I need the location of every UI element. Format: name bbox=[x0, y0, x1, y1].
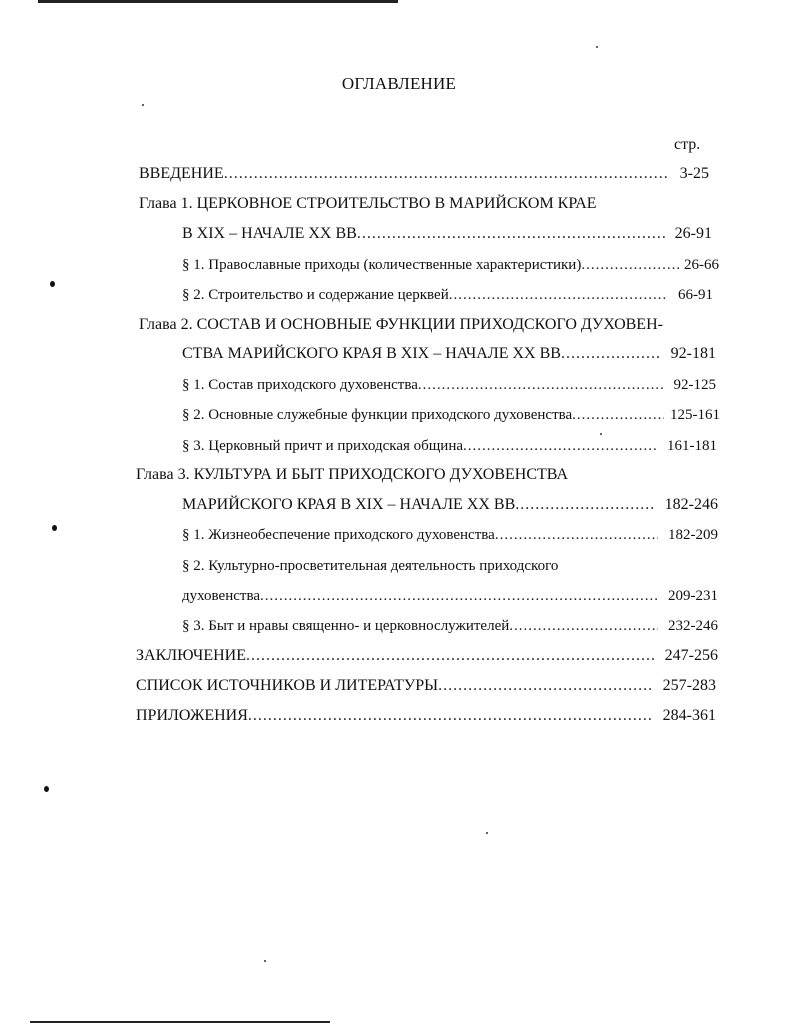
dot-leader bbox=[463, 435, 657, 457]
toc-entry-page: 92-181 bbox=[670, 345, 716, 362]
toc-section-2-2 bbox=[182, 404, 720, 426]
toc-chapter-2-continued bbox=[182, 343, 716, 365]
toc-entry-text: СТВА МАРИЙСКОГО КРАЯ В XIX – НАЧАЛЕ XX ВВ bbox=[182, 345, 561, 362]
toc-entry-page: 232-246 bbox=[668, 618, 718, 634]
toc-section-3-2-heading: § 2. Культурно-просветительная деятельность приходского bbox=[182, 558, 559, 574]
dot-leader bbox=[248, 705, 653, 727]
toc-entry-page: 125-161 bbox=[670, 407, 720, 423]
dot-leader bbox=[357, 223, 665, 245]
page-column-header: стр. bbox=[674, 136, 701, 153]
toc-entry-text: § 2. Строительство и содержание церквей bbox=[182, 287, 449, 303]
toc-section-3-2-continued bbox=[182, 585, 718, 607]
toc-entry-text: МАРИЙСКОГО КРАЯ В XIX – НАЧАЛЕ XX ВВ bbox=[182, 496, 516, 513]
toc-entry-sources bbox=[136, 675, 716, 697]
dot-leader bbox=[449, 284, 668, 306]
toc-chapter-3-continued bbox=[182, 494, 718, 516]
toc-entry-page: 247-256 bbox=[664, 647, 718, 664]
toc-entry-page: 92-125 bbox=[673, 377, 716, 393]
toc-section-3-1 bbox=[182, 524, 718, 546]
toc-entry-page: 26-66 bbox=[684, 257, 719, 273]
dot-leader bbox=[561, 343, 661, 365]
scan-dot bbox=[596, 46, 598, 48]
scan-dot bbox=[142, 104, 144, 106]
dot-leader bbox=[572, 404, 664, 426]
toc-entry-text: В XIX – НАЧАЛЕ XX ВВ bbox=[182, 225, 357, 242]
toc-chapter-3-heading: Глава 3. КУЛЬТУРА И БЫТ ПРИХОДСКОГО ДУХОВЕНСТВА bbox=[136, 466, 568, 483]
toc-entry-text: § 3. Быт и нравы священно- и церковнослужителей bbox=[182, 618, 510, 634]
toc-entry-page: 209-231 bbox=[668, 588, 718, 604]
toc-entry-text: § 2. Основные служебные функции приходского духовенства bbox=[182, 407, 573, 423]
dot-leader bbox=[418, 374, 664, 396]
toc-section-2-3 bbox=[182, 435, 717, 457]
toc-entry-text: духовенства bbox=[182, 588, 260, 604]
toc-entry-page: 284-361 bbox=[662, 707, 716, 724]
toc-entry-text: § 1. Жизнеобеспечение приходского духовенства bbox=[182, 527, 495, 543]
dot-leader bbox=[581, 254, 682, 276]
toc-entry-page: 182-209 bbox=[668, 527, 718, 543]
toc-entry-text: СПИСОК ИСТОЧНИКОВ И ЛИТЕРАТУРЫ bbox=[136, 677, 439, 694]
toc-entry-page: 161-181 bbox=[667, 438, 717, 454]
document-title: ОГЛАВЛЕНИЕ bbox=[341, 74, 457, 93]
toc-entry-text: § 1. Состав приходского духовенства bbox=[182, 377, 418, 393]
toc-section-1-1 bbox=[182, 254, 719, 276]
toc-entry-text: § 1. Православные приходы (количественные характеристики) bbox=[182, 257, 582, 273]
scan-speck bbox=[52, 525, 57, 531]
toc-entry-page: 66-91 bbox=[678, 287, 713, 303]
toc-entry-appendices bbox=[136, 705, 716, 727]
scan-dot bbox=[264, 960, 266, 962]
scan-speck bbox=[50, 281, 55, 287]
toc-entry-text: ЗАКЛЮЧЕНИЕ bbox=[136, 647, 246, 664]
dot-leader bbox=[509, 615, 658, 637]
toc-section-3-3 bbox=[182, 615, 718, 637]
dot-leader bbox=[515, 494, 654, 516]
dot-leader bbox=[260, 585, 658, 607]
toc-entry-text: ПРИЛОЖЕНИЯ bbox=[136, 707, 248, 724]
toc-chapter-1-heading: Глава 1. ЦЕРКОВНОЕ СТРОИТЕЛЬСТВО В МАРИЙСКОМ КРАЕ bbox=[139, 195, 597, 212]
toc-entry-page: 3-25 bbox=[679, 165, 709, 182]
bottom-scan-rule bbox=[30, 1021, 330, 1023]
dot-leader bbox=[438, 675, 653, 697]
dot-leader bbox=[224, 163, 670, 185]
dot-leader bbox=[495, 524, 658, 546]
toc-entry-conclusion bbox=[136, 645, 718, 667]
scan-speck bbox=[44, 786, 49, 792]
toc-section-1-2 bbox=[182, 284, 713, 306]
toc-entry-page: 26-91 bbox=[674, 225, 712, 242]
toc-entry-page: 257-283 bbox=[662, 677, 716, 694]
scan-dot bbox=[486, 832, 488, 834]
toc-section-2-1 bbox=[182, 374, 716, 396]
toc-entry-introduction bbox=[139, 163, 709, 185]
toc-entry-text: § 3. Церковный причт и приходская община bbox=[182, 438, 464, 454]
dot-leader bbox=[246, 645, 655, 667]
top-scan-rule bbox=[38, 0, 398, 3]
toc-entry-text: ВВЕДЕНИЕ bbox=[139, 165, 224, 182]
toc-entry-page: 182-246 bbox=[664, 496, 718, 513]
toc-chapter-1-continued bbox=[182, 223, 712, 245]
toc-chapter-2-heading: Глава 2. СОСТАВ И ОСНОВНЫЕ ФУНКЦИИ ПРИХОДСКОГО ДУХОВЕН- bbox=[139, 316, 663, 333]
